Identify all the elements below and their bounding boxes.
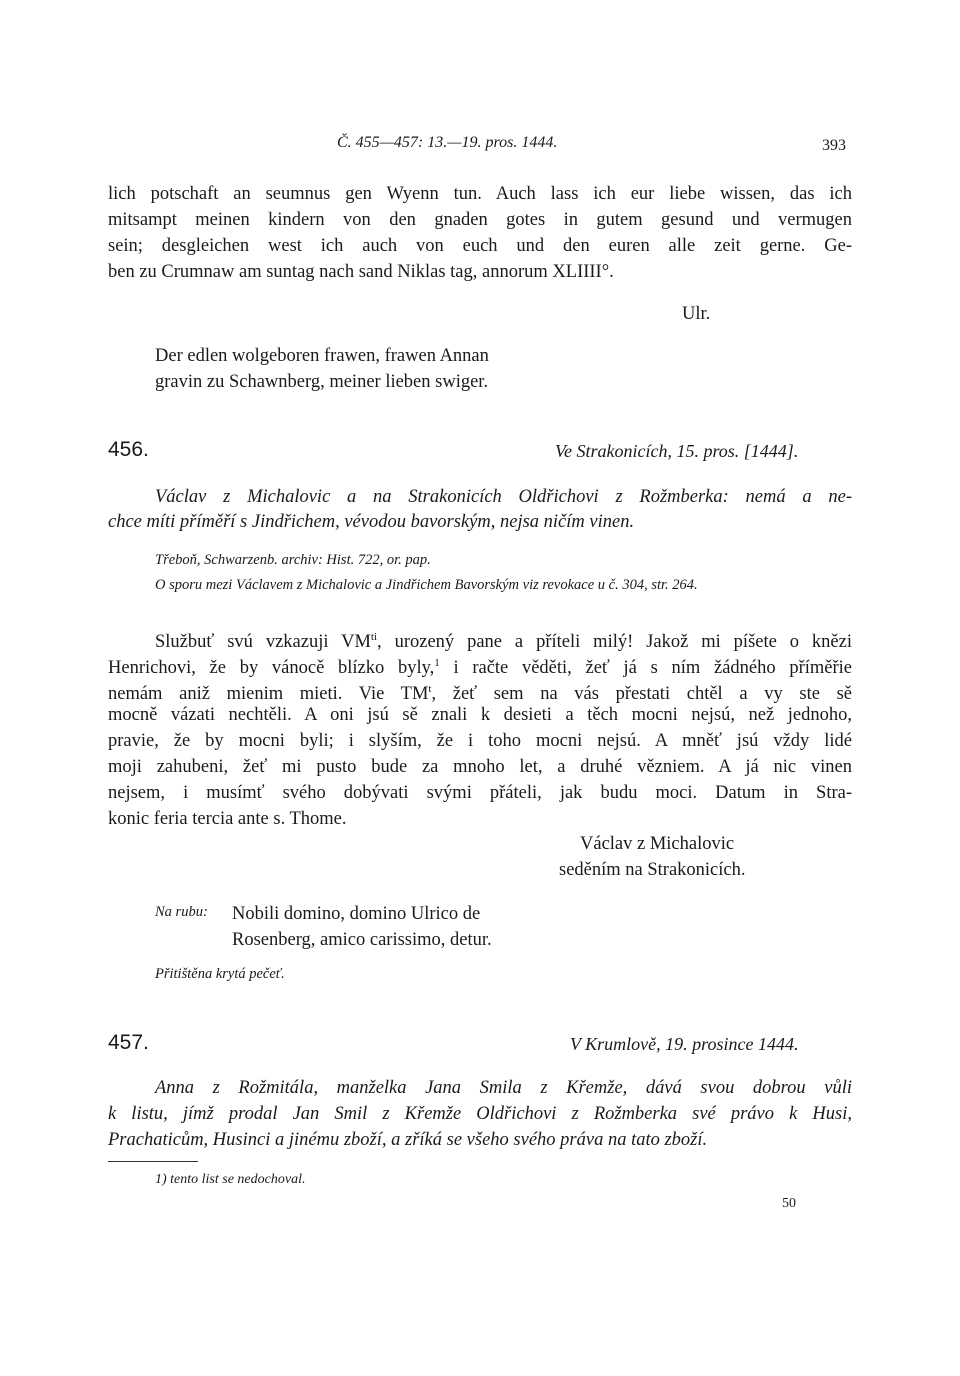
regest-line: Václav z Michalovic a na Strakonicích Oldřichovi z Rožmberka: nemá a ne- — [155, 487, 852, 507]
doc457-number: 457. — [108, 1031, 149, 1054]
address-line: gravin zu Schawnberg, meiner lieben swiger. — [155, 372, 489, 392]
running-title: Č. 455—457: 13.—19. pros. 1444. — [337, 134, 558, 151]
regest-line: chce míti příměří s Jindřichem, vévodou bavorským, nejsa ničím vinen. — [108, 512, 635, 532]
text-line: konic feria tercia ante s. Thome. — [108, 809, 347, 829]
text-line: Službuť svú vzkazuji $VM^{ti}$, urozený pane a příteli milý! Jakož mi píšete o knězi — [155, 631, 852, 653]
signature-mark: 50 — [782, 1196, 796, 1211]
signature-line: seděním na Strakonicích. — [559, 860, 746, 880]
text-line: ben zu Crumnaw am suntag nach sand Niklas tag, annorum XLIIII°. — [108, 262, 614, 282]
text-line: mocně vázati nechtěli. A oni jsú sě znali k desieti a těch mocni nejsú, než jednoho, — [108, 705, 852, 725]
text-line: lich potschaft an seumnus gen Wyenn tun. Auch lass ich eur liebe wissen, das ich — [108, 184, 852, 204]
text-line: nejsem, i musímť svého dobývati svými přáteli, jak budu moci. Datum in Stra- — [108, 783, 852, 803]
doc456-place-date: Ve Strakonicích, 15. pros. [1444]. — [555, 441, 799, 461]
address-line: Der edlen wolgeboren frawen, frawen Annan — [155, 346, 489, 366]
text-line: nemám aniž mienim mieti. Vie $TM^t$, žeť sem na vás přestati chtěl a vy ste sě — [108, 683, 852, 705]
footnote-rule — [108, 1161, 198, 1162]
source-line: O sporu mezi Václavem z Michalovic a Jindřichem Bavorským viz revokace u č. 304, str. 264. — [155, 577, 698, 593]
doc455-signature: Ulr. — [682, 304, 711, 324]
verso-line: Rosenberg, amico carissimo, detur. — [232, 930, 492, 950]
regest-line: k listu, jímž prodal Jan Smil z Křemže Oldřichovi z Rožmberka své právo k Husi, — [108, 1104, 852, 1124]
signature-line: Václav z Michalovic — [580, 834, 735, 854]
verso-line: Nobili domino, domino Ulrico de — [232, 904, 481, 924]
seal-note: Přitištěna krytá pečeť. — [155, 966, 285, 982]
regest-line: Anna z Rožmitála, manželka Jana Smila z Křemže, dává svou dobrou vůli — [155, 1078, 852, 1098]
page-number: 393 — [822, 137, 846, 154]
source-line: Třeboň, Schwarzenb. archiv: Hist. 722, or. pap. — [155, 552, 431, 568]
text-line: moji zahubeni, žeť mi pusto bude za mnoho let, a druhé vězniem. A já nic vinen — [108, 757, 852, 777]
footnote: 1) tento list se nedochoval. — [155, 1172, 306, 1187]
doc457-place-date: V Krumlově, 19. prosince 1444. — [570, 1034, 799, 1054]
doc456-number: 456. — [108, 438, 149, 461]
regest-line: Prachaticům, Husinci a jinému zboží, a zříká se všeho svého práva na tato zboží. — [108, 1130, 708, 1150]
verso-label: Na rubu: — [155, 904, 208, 920]
text-line: sein; desgleichen west ich auch von euch und den euren alle zeit gerne. Ge- — [108, 236, 852, 256]
text-line: Henrichovi, že by vánocě blízko byly,$^1$ i račte věděti, žeť já s ním žádného příměřie — [108, 657, 852, 679]
text-line: mitsampt meinen kindern von den gnaden gotes in gutem gesund und vermugen — [108, 210, 852, 230]
text-line: pravie, že by mocni byli; i slyším, že i toho mocni nejsú. A mněť jsú vždy lidé — [108, 731, 852, 751]
